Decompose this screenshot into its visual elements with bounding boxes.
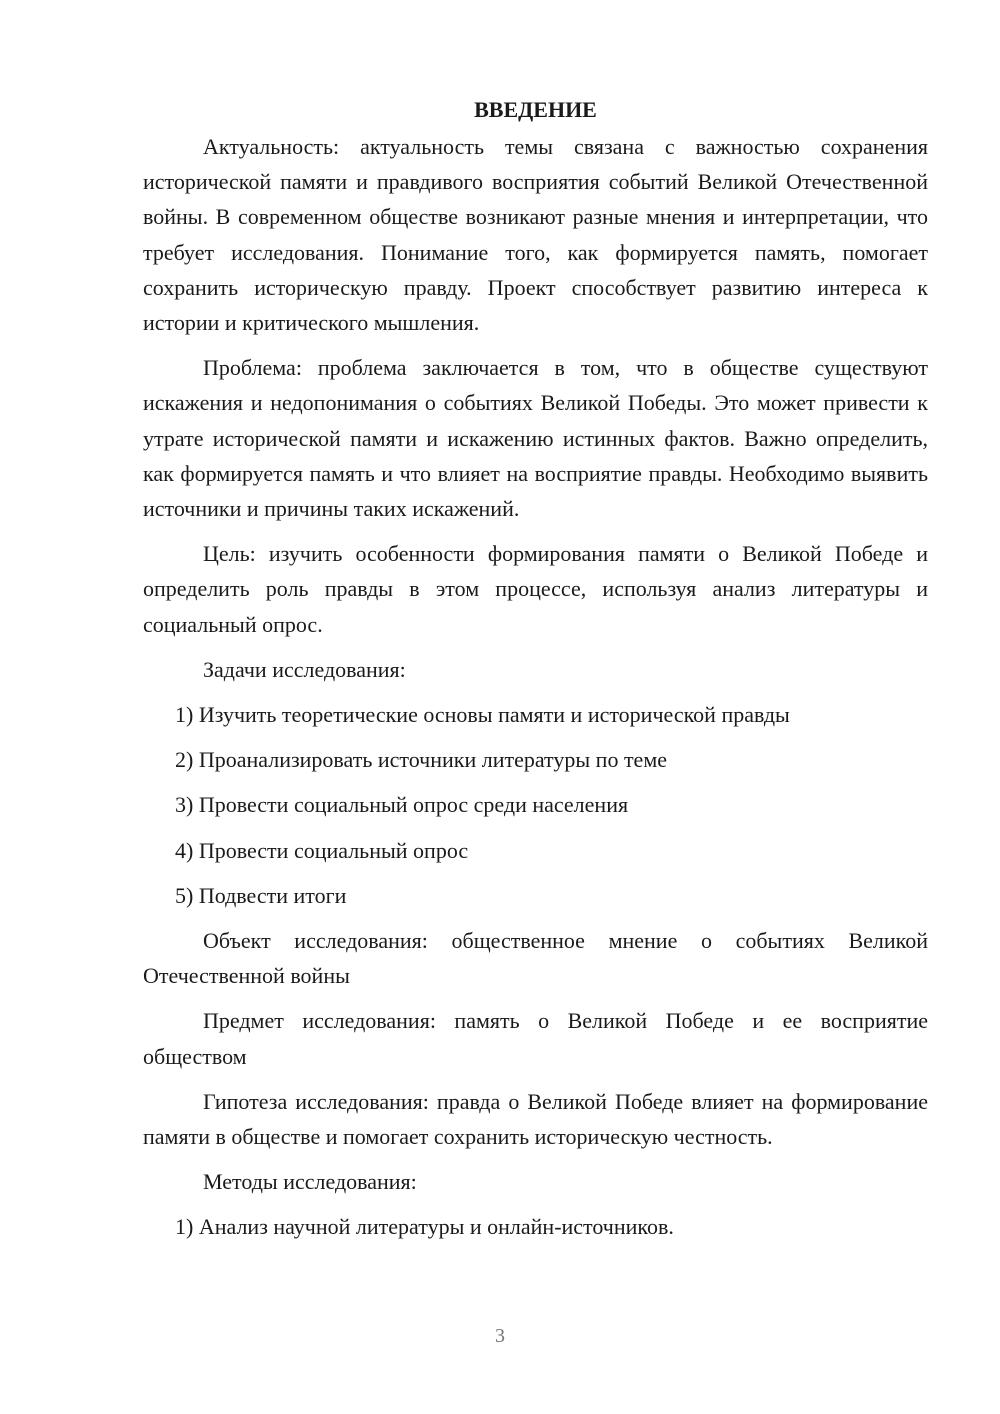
list-item: 1) Анализ научной литературы и онлайн-источников.	[175, 1214, 674, 1240]
list-item: 2) Проанализировать источники литературы по теме	[175, 747, 668, 773]
list-item: 3) Провести социальный опрос среди населения	[175, 792, 629, 818]
document-page	[143, 92, 928, 1255]
paragraph-hypothesis: Гипотеза исследования: правда о Великой Победе влияет на формирование памяти в обществе и помогает сохранить историческую честность.	[143, 1088, 928, 1150]
paragraph-goal: Цель: изучить особенности формирования памяти о Великой Победе и определить роль правды в этом процессе, используя анализ литературы и социальный опрос.	[143, 541, 928, 637]
paragraph-subject: Предмет исследования: память о Великой Победе и ее восприятие обществом	[143, 1008, 928, 1069]
page-title: ВВЕДЕНИЕ	[474, 97, 597, 122]
list-item: 1) Изучить теоретические основы памяти и исторической правды	[175, 702, 790, 728]
page-number: 3	[495, 1325, 505, 1347]
methods-list	[143, 1209, 928, 1244]
tasks-label: Задачи исследования:	[203, 656, 406, 682]
list-item: 4) Провести социальный опрос	[175, 837, 469, 863]
methods-label: Методы исследования:	[203, 1169, 417, 1195]
list-item: 5) Подвести итоги	[175, 882, 347, 908]
tasks-list	[143, 697, 928, 913]
paragraph-object: Объект исследования: общественное мнение о событиях Великой Отечественной войны	[143, 928, 928, 989]
paragraph-relevance: Актуальность: актуальность темы связана с важностью сохранения исторической памяти и правдивого восприятия событий Великой Отечественной войны. В современном обществе возникают разные мнения и интерпретации, что требует исследования. Понимание того, как формируется память, помогает сохранить историческую правду. Проект способствует развитию интереса к истории и критического мышления.	[143, 134, 928, 336]
paragraph-problem: Проблема: проблема заключается в том, что в обществе существуют искажения и недопонимания о событиях Великой Победы. Это может привести к утрате исторической памяти и искажению истинных фактов. Важно определить, как формируется память и что влияет на восприятие правды. Необходимо выявить источники и причины таких искажений.	[143, 355, 928, 522]
